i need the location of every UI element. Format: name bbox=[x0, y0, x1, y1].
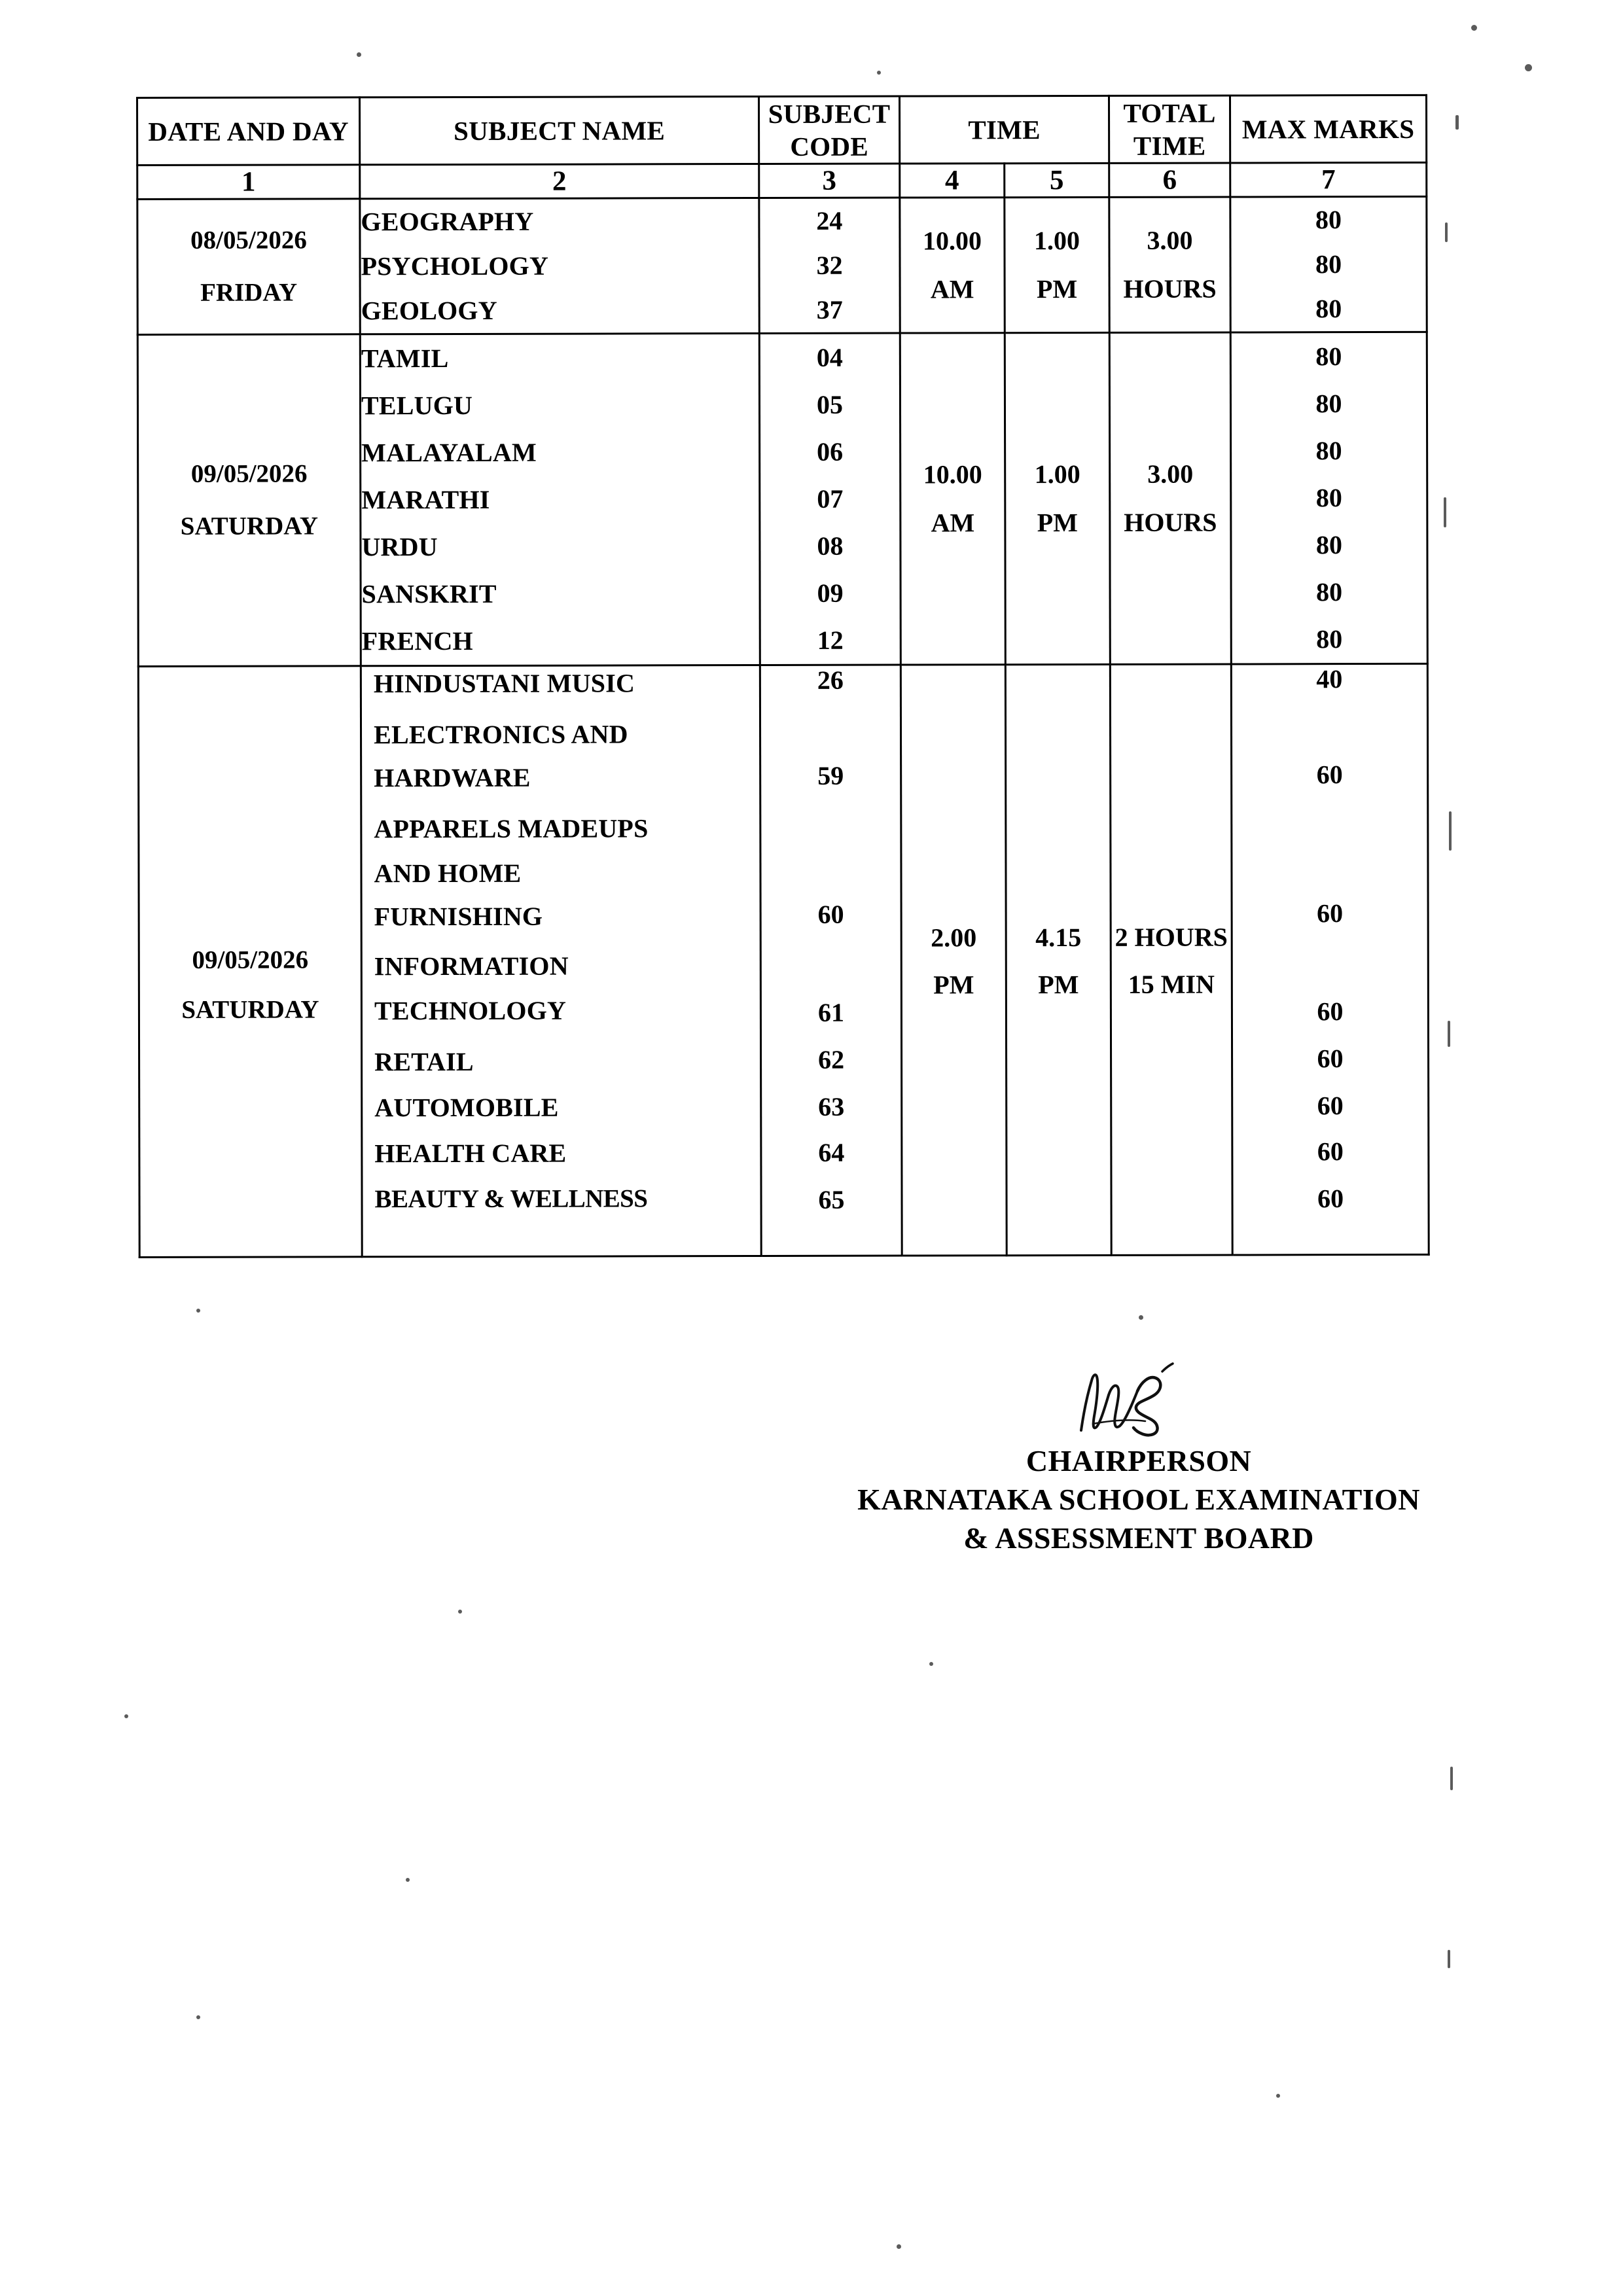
header-subject-name: SUBJECT NAME bbox=[360, 97, 759, 165]
scan-speck bbox=[1455, 115, 1459, 130]
max-marks-value: 60 bbox=[1317, 1091, 1344, 1121]
header-date-and-day: DATE AND DAY bbox=[137, 97, 360, 166]
block-subject-codes bbox=[759, 333, 901, 665]
subject-name: TECHNOLOGY bbox=[374, 995, 567, 1026]
subject-name: ELECTRONICS AND bbox=[373, 719, 628, 750]
start-time-value: 2.00 bbox=[931, 923, 977, 953]
max-marks-value: 60 bbox=[1317, 1044, 1344, 1074]
subject-code: 60 bbox=[817, 899, 844, 929]
block-subject-codes bbox=[759, 198, 900, 333]
max-marks-value: 80 bbox=[1316, 577, 1343, 607]
max-marks-value: 80 bbox=[1315, 294, 1342, 324]
total-time-value: 2 HOURS bbox=[1115, 922, 1228, 952]
subject-name: FURNISHING bbox=[374, 901, 543, 932]
max-marks-value: 80 bbox=[1316, 624, 1343, 654]
subject-name: GEOLOGY bbox=[361, 295, 497, 326]
max-marks-value: 60 bbox=[1316, 760, 1343, 790]
block-date: 09/05/2026 bbox=[190, 459, 308, 488]
subject-name: MALAYALAM bbox=[361, 437, 537, 468]
handwritten-signature bbox=[1054, 1361, 1224, 1446]
scan-speck bbox=[877, 71, 881, 75]
column-number-6: 6 bbox=[1109, 163, 1230, 197]
block-end-time bbox=[1005, 332, 1110, 664]
exam-block-row bbox=[137, 196, 1427, 334]
column-number-3: 3 bbox=[759, 164, 900, 198]
block-total-time bbox=[1109, 197, 1230, 332]
column-number-2: 2 bbox=[360, 164, 759, 199]
max-marks-value: 80 bbox=[1315, 205, 1342, 235]
block-date-cell bbox=[137, 199, 360, 335]
subject-code: 06 bbox=[817, 436, 844, 467]
header-time: TIME bbox=[900, 96, 1109, 164]
subject-name: MARATHI bbox=[361, 484, 490, 515]
end-time-value: 1.00 bbox=[1033, 226, 1080, 256]
total-time-value: 3.00 bbox=[1147, 225, 1193, 255]
subject-name: AND HOME bbox=[374, 858, 522, 889]
block-date: 08/05/2026 bbox=[190, 226, 307, 255]
column-number-5: 5 bbox=[1005, 163, 1109, 197]
column-number-row bbox=[137, 162, 1427, 199]
subject-code: 63 bbox=[818, 1091, 845, 1122]
total-time-value: 3.00 bbox=[1147, 459, 1194, 489]
column-number-4: 4 bbox=[900, 164, 1005, 198]
block-end-time bbox=[1005, 197, 1109, 332]
scan-speck bbox=[1471, 25, 1477, 31]
subject-code: 08 bbox=[817, 531, 844, 561]
header-total-time: TOTAL TIME bbox=[1109, 96, 1230, 163]
total-time-unit: HOURS bbox=[1123, 274, 1217, 304]
signature-title: CHAIRPERSON bbox=[1026, 1444, 1252, 1477]
start-time-meridiem: AM bbox=[930, 274, 974, 304]
scan-speck bbox=[458, 1610, 462, 1614]
block-date-cell bbox=[137, 334, 361, 667]
block-subject-codes bbox=[760, 665, 902, 1256]
subject-name: RETAIL bbox=[374, 1046, 474, 1077]
block-day: FRIDAY bbox=[200, 278, 298, 307]
scan-speck bbox=[1448, 1950, 1450, 1968]
subject-code: 65 bbox=[818, 1184, 845, 1214]
subject-name: HARDWARE bbox=[374, 762, 531, 793]
block-start-time bbox=[900, 198, 1005, 333]
signature-block bbox=[812, 1361, 1466, 1558]
table-header-row bbox=[137, 95, 1427, 165]
scan-speck bbox=[1450, 1767, 1453, 1790]
scan-speck bbox=[406, 1878, 410, 1882]
total-time-unit: HOURS bbox=[1124, 507, 1217, 537]
subject-code: 24 bbox=[816, 205, 843, 236]
scan-speck bbox=[1449, 811, 1452, 851]
subject-code: 05 bbox=[816, 389, 844, 419]
block-total-time bbox=[1110, 664, 1232, 1255]
subject-code: 26 bbox=[817, 665, 844, 695]
block-max-marks bbox=[1230, 332, 1427, 664]
exam-timetable bbox=[136, 94, 1428, 1258]
subject-code: 07 bbox=[817, 484, 844, 514]
exam-block-row bbox=[138, 663, 1429, 1257]
block-start-time bbox=[901, 665, 1007, 1256]
scan-speck bbox=[1445, 222, 1448, 242]
scan-speck bbox=[897, 2244, 901, 2249]
max-marks-value: 40 bbox=[1316, 664, 1343, 694]
block-subject-names bbox=[360, 334, 760, 666]
block-subject-names bbox=[360, 198, 759, 334]
end-time-meridiem: PM bbox=[1037, 508, 1079, 538]
signature-org-line-1: KARNATAKA SCHOOL EXAMINATION bbox=[857, 1482, 1420, 1516]
end-time-value: 1.00 bbox=[1034, 459, 1080, 489]
subject-name: GEOGRAPHY bbox=[361, 206, 534, 237]
scan-speck bbox=[929, 1662, 933, 1666]
scan-speck bbox=[357, 52, 361, 57]
subject-code: 64 bbox=[818, 1137, 845, 1167]
start-time-meridiem: PM bbox=[933, 970, 974, 1000]
block-date-cell bbox=[138, 666, 362, 1258]
scan-speck bbox=[1448, 1021, 1450, 1047]
subject-code: 12 bbox=[817, 625, 844, 655]
max-marks-value: 80 bbox=[1315, 342, 1342, 372]
max-marks-value: 60 bbox=[1317, 997, 1344, 1027]
block-start-time bbox=[900, 333, 1005, 665]
start-time-meridiem: AM bbox=[931, 508, 975, 538]
subject-name: URDU bbox=[361, 532, 438, 562]
column-number-1: 1 bbox=[137, 165, 360, 200]
max-marks-value: 60 bbox=[1317, 1184, 1344, 1214]
scan-speck bbox=[124, 1714, 128, 1718]
start-time-value: 10.00 bbox=[922, 226, 982, 256]
max-marks-value: 60 bbox=[1317, 1137, 1344, 1167]
block-total-time bbox=[1109, 332, 1231, 664]
block-day: SATURDAY bbox=[181, 995, 319, 1024]
end-time-value: 4.15 bbox=[1035, 923, 1082, 953]
subject-name: HEALTH CARE bbox=[374, 1138, 567, 1169]
max-marks-value: 80 bbox=[1315, 389, 1342, 419]
subject-name: BEAUTY & WELLNESS bbox=[374, 1184, 648, 1214]
total-time-unit: 15 MIN bbox=[1128, 969, 1215, 999]
subject-code: 61 bbox=[817, 997, 844, 1027]
subject-code: 09 bbox=[817, 578, 844, 608]
scan-speck bbox=[1276, 2094, 1280, 2098]
max-marks-value: 80 bbox=[1315, 436, 1342, 466]
subject-code: 62 bbox=[818, 1044, 845, 1074]
block-subject-names bbox=[361, 665, 761, 1257]
subject-name: TELUGU bbox=[361, 390, 473, 421]
subject-name: APPARELS MADEUPS bbox=[374, 813, 649, 844]
max-marks-value: 80 bbox=[1315, 249, 1342, 279]
scan-speck bbox=[1444, 497, 1446, 527]
column-number-7: 7 bbox=[1230, 162, 1427, 197]
scan-speck bbox=[196, 1309, 200, 1313]
subject-name: INFORMATION bbox=[374, 951, 569, 981]
exam-block-row bbox=[137, 332, 1427, 666]
subject-name: PSYCHOLOGY bbox=[361, 251, 549, 281]
subject-name: TAMIL bbox=[361, 344, 449, 374]
max-marks-value: 80 bbox=[1315, 530, 1343, 560]
header-max-marks: MAX MARKS bbox=[1230, 95, 1427, 163]
signature-org-line-2: & ASSESSMENT BOARD bbox=[963, 1521, 1314, 1555]
subject-name: FRENCH bbox=[361, 626, 473, 656]
end-time-meridiem: PM bbox=[1036, 274, 1078, 304]
max-marks-value: 60 bbox=[1317, 898, 1344, 928]
block-max-marks bbox=[1230, 196, 1427, 332]
block-max-marks bbox=[1231, 663, 1429, 1255]
subject-name: AUTOMOBILE bbox=[374, 1092, 559, 1123]
header-subject-code: SUBJECT CODE bbox=[759, 96, 900, 164]
block-day: SATURDAY bbox=[180, 512, 319, 540]
timetable-table bbox=[136, 94, 1430, 1258]
subject-code: 59 bbox=[817, 760, 844, 790]
subject-code: 37 bbox=[816, 294, 843, 325]
subject-code: 32 bbox=[816, 250, 843, 280]
scan-speck bbox=[1525, 64, 1532, 71]
start-time-value: 10.00 bbox=[923, 459, 982, 489]
subject-code: 04 bbox=[816, 342, 843, 372]
subject-name: HINDUSTANI MUSIC bbox=[373, 668, 635, 699]
end-time-meridiem: PM bbox=[1038, 970, 1079, 1000]
subject-name: SANSKRIT bbox=[361, 578, 497, 609]
max-marks-value: 80 bbox=[1315, 483, 1342, 513]
scan-speck bbox=[1139, 1315, 1143, 1320]
block-end-time bbox=[1005, 664, 1111, 1255]
block-date: 09/05/2026 bbox=[192, 945, 309, 974]
scan-speck bbox=[196, 2015, 200, 2019]
